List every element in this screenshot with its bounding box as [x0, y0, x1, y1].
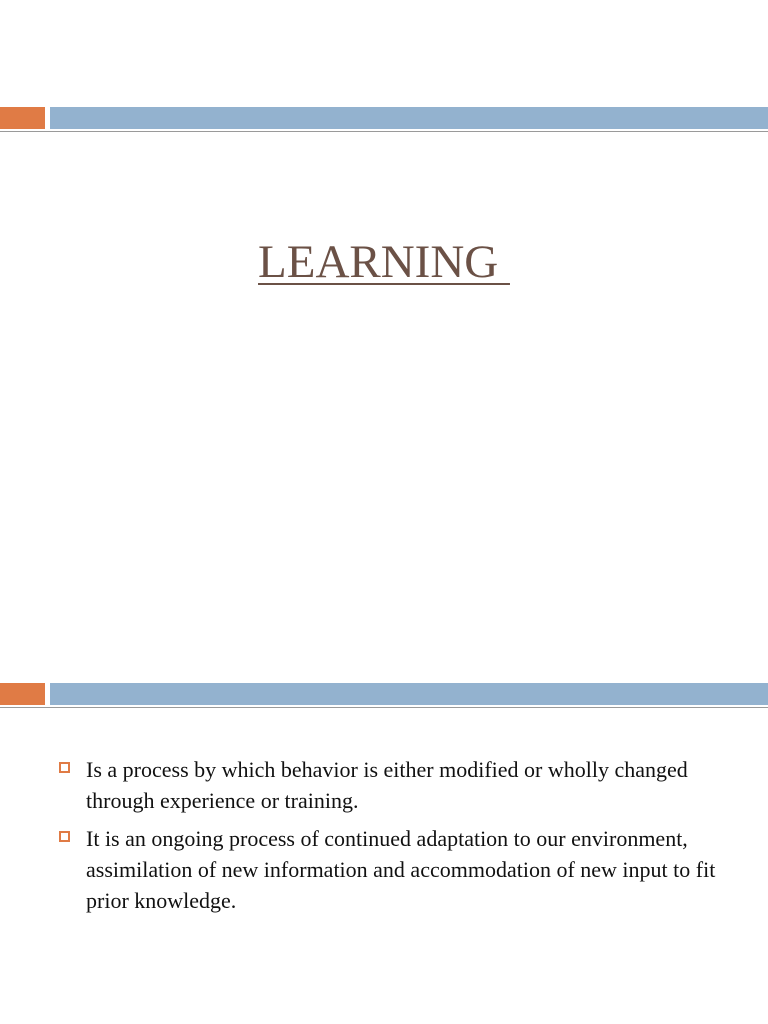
- header-bar-blue-block: [50, 107, 768, 129]
- square-bullet-icon: [59, 831, 70, 842]
- header-bar: [0, 107, 768, 129]
- bullet-text: It is an ongoing process of continued adaptation to our environment, assimilation of new information and accommodation of new input to fit prior knowledge.: [86, 826, 716, 913]
- header-divider: [0, 707, 768, 708]
- bullet-item: [0, 823, 768, 916]
- slide-title: [0, 232, 768, 292]
- header-divider: [0, 131, 768, 132]
- header-bar-blue-block: [50, 683, 768, 705]
- header-bar: [0, 683, 768, 705]
- header-bar-orange-block: [0, 107, 45, 129]
- slide-title-text: LEARNING: [258, 236, 510, 288]
- square-bullet-icon: [59, 762, 70, 773]
- header-bar-orange-block: [0, 683, 45, 705]
- bullet-list: [0, 754, 768, 923]
- bullet-item: [0, 754, 768, 816]
- bullet-text: Is a process by which behavior is either modified or wholly changed through experience or training.: [86, 757, 688, 813]
- content-slide: [0, 680, 768, 1024]
